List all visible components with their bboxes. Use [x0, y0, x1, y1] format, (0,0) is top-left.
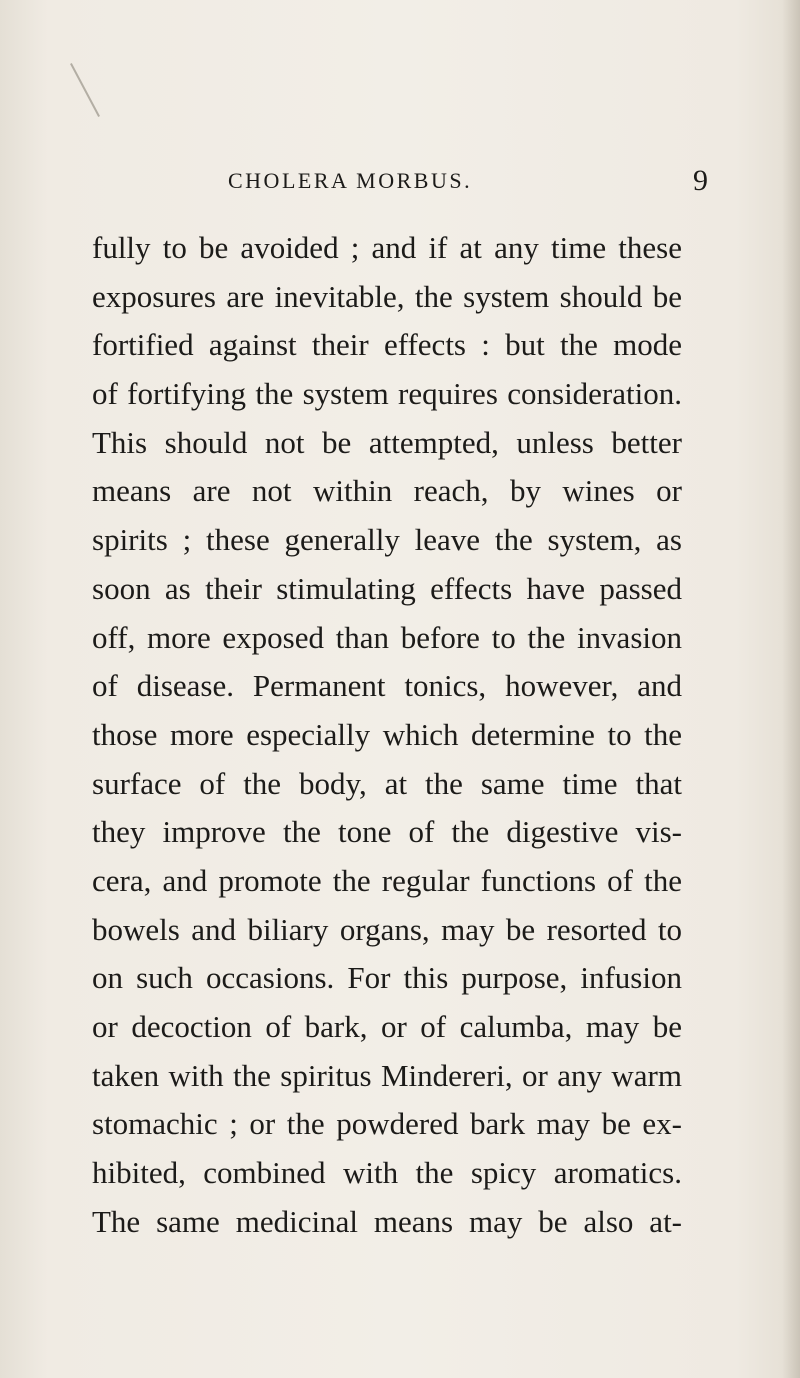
text-line: stomachic ; or the powdered bark may be ex- — [92, 1106, 682, 1142]
text-line: hibited, combined with the spicy aromatics. — [92, 1155, 682, 1191]
text-line: off, more exposed than before to the invasion — [92, 619, 682, 655]
text-line: means are not within reach, by wines or — [92, 473, 682, 509]
text-line: spirits ; these generally leave the system, as — [92, 522, 682, 558]
text-line: bowels and biliary organs, may be resorted to — [92, 911, 682, 947]
text-line: taken with the spiritus Mindereri, or any warm — [92, 1057, 682, 1093]
text-line: This should not be attempted, unless better — [92, 424, 682, 460]
text-line: they improve the tone of the digestive vis- — [92, 814, 682, 850]
text-line: exposures are inevitable, the system should be — [92, 278, 682, 314]
page-number: 9 — [693, 164, 708, 197]
text-line: of disease. Permanent tonics, however, and — [92, 668, 682, 704]
margin-mark — [70, 63, 100, 117]
page-edge-shadow — [782, 0, 800, 1378]
text-line: of fortifying the system requires consideration. — [92, 376, 682, 412]
text-line: fully to be avoided ; and if at any time these — [92, 230, 682, 265]
body-text — [92, 224, 682, 1246]
text-line: those more especially which determine to the — [92, 716, 682, 752]
text-line: soon as their stimulating effects have passed — [92, 570, 682, 606]
text-line: or decoction of bark, or of calumba, may be — [92, 1009, 682, 1044]
running-head: CHOLERA MORBUS. — [228, 168, 473, 193]
text-line: The same medicinal means may be also at- — [92, 1203, 682, 1239]
text-line: on such occasions. For this purpose, infusion — [92, 960, 682, 996]
text-line: fortified against their effects : but the mode — [92, 327, 682, 363]
page-header — [228, 164, 708, 198]
text-line: cera, and promote the regular functions of the — [92, 862, 682, 898]
text-line: surface of the body, at the same time that — [92, 765, 682, 801]
